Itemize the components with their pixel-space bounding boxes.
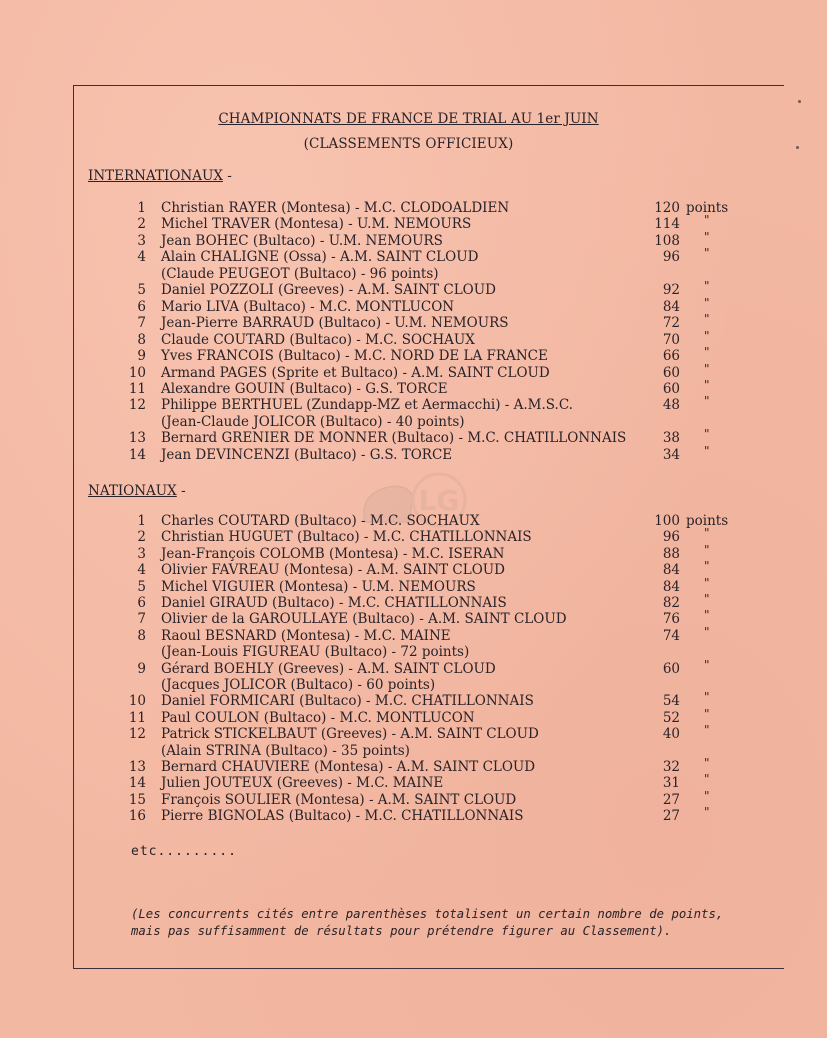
section-heading-internationaux: INTERNATIONAUX - (88, 168, 232, 184)
row-unit: " (704, 723, 710, 738)
row-rank: 2 (137, 529, 146, 546)
row-unit: " (704, 312, 710, 327)
row-rank: 1 (137, 513, 146, 529)
row-rank: 1 (137, 200, 146, 216)
row-name: Alexandre GOUIN (Bultaco) - G.S. TORCE (161, 380, 448, 397)
row-name: Armand PAGES (Sprite et Bultaco) - A.M. SAINT CLOUD (161, 364, 550, 381)
row-points: 88 (662, 545, 680, 562)
table-row (0, 377, 827, 397)
row-name: Bernard GRENIER DE MONNER (Bultaco) - M.C. CHATILLONNAIS (161, 430, 627, 447)
row-name: Mario LIVA (Bultaco) - M.C. MONTLUCON (161, 298, 455, 315)
row-rank: 7 (137, 611, 146, 628)
row-rank: 4 (137, 249, 146, 266)
row-name: Bernard CHAUVIERE (Montesa) - A.M. SAINT CLOUD (161, 759, 536, 775)
row-name: Jean-François COLOMB (Montesa) - M.C. ISERAN (161, 545, 505, 562)
row-points: 92 (662, 282, 680, 299)
row-rank: 13 (128, 430, 146, 447)
table-row (0, 394, 827, 414)
row-unit: " (704, 690, 710, 705)
row-unit: " (704, 657, 710, 672)
table-row (0, 644, 827, 660)
row-name: Daniel POZZOLI (Greeves) - A.M. SAINT CLOUD (161, 282, 496, 299)
row-rank: 13 (128, 759, 146, 775)
row-unit: " (704, 443, 710, 458)
row-name: Jean-Pierre BARRAUD (Bultaco) - U.M. NEMOURS (161, 315, 509, 332)
row-unit: " (704, 279, 710, 294)
table-row (0, 542, 827, 562)
table-row (0, 559, 827, 579)
row-rank: 2 (137, 216, 146, 233)
row-rank: 10 (128, 693, 146, 710)
row-rank: 5 (137, 282, 146, 299)
table-row (0, 513, 827, 529)
row-name: Gérard BOEHLY (Greeves) - A.M. SAINT CLOUD (161, 660, 496, 677)
row-name: Raoul BESNARD (Montesa) - M.C. MAINE (161, 627, 451, 644)
table-row (0, 624, 827, 644)
row-name: Yves FRANCOIS (Bultaco) - M.C. NORD DE LA FRANCE (161, 348, 548, 365)
row-points: 66 (662, 348, 680, 365)
table-row (0, 723, 827, 743)
row-points: 100 (654, 513, 680, 529)
document-subtitle: (CLASSEMENTS OFFICIEUX) (303, 136, 514, 152)
row-unit: points (686, 513, 729, 529)
row-name: Olivier de la GAROULLAYE (Bultaco) - A.M. SAINT CLOUD (161, 611, 567, 628)
table-row (0, 229, 827, 249)
row-name: Olivier FAVREAU (Montesa) - A.M. SAINT CLOUD (161, 562, 505, 579)
row-name: (Jacques JOLICOR (Bultaco) - 60 points) (161, 677, 436, 693)
row-rank: 7 (137, 315, 146, 332)
row-points: 60 (662, 364, 680, 381)
row-name: François SOULIER (Montesa) - A.M. SAINT CLOUD (161, 791, 517, 808)
row-name: Michel VIGUIER (Montesa) - U.M. NEMOURS (161, 578, 476, 595)
row-name: (Claude PEUGEOT (Bultaco) - 96 points) (161, 265, 439, 282)
row-points: 82 (662, 595, 680, 611)
row-unit: " (704, 592, 710, 606)
row-name: Daniel GIRAUD (Bultaco) - M.C. CHATILLONNAIS (161, 595, 507, 611)
row-points: 114 (654, 216, 680, 233)
row-unit: " (704, 772, 710, 787)
row-name: Jean DEVINCENZI (Bultaco) - G.S. TORCE (161, 446, 453, 463)
row-name: (Jean-Louis FIGUREAU (Bultaco) - 72 points) (161, 644, 470, 661)
row-unit: points (686, 200, 729, 216)
row-name: Claude COUTARD (Bultaco) - M.C. SOCHAUX (161, 331, 475, 348)
row-rank: 3 (137, 232, 146, 249)
row-points: 60 (662, 660, 680, 677)
row-rank: 12 (128, 726, 146, 743)
row-unit: " (704, 246, 710, 261)
table-row (0, 592, 827, 611)
row-unit: " (704, 542, 710, 557)
table-row (0, 677, 827, 693)
row-points: 31 (662, 775, 680, 792)
row-rank: 6 (137, 298, 146, 315)
table-row (0, 788, 827, 808)
row-name: Paul COULON (Bultaco) - M.C. MONTLUCON (161, 709, 475, 726)
row-unit: " (704, 295, 710, 310)
row-points: 34 (662, 446, 680, 463)
row-name: Daniel FORMICARI (Bultaco) - M.C. CHATILLONNAIS (161, 693, 534, 710)
row-unit: " (704, 756, 710, 770)
row-rank: 8 (137, 331, 146, 348)
section-heading-nationaux: NATIONAUX - (88, 483, 186, 499)
paper-speck (798, 100, 801, 103)
table-row (0, 312, 827, 332)
row-rank: 14 (128, 775, 146, 792)
row-unit: " (704, 559, 710, 574)
footnote: (Les concurrents cités entre parenthèses totalisent un certain nombre de points, mais pas suffisamment de résultats pour prétendre figurer au Classement). (131, 907, 724, 938)
table-row (0, 706, 827, 726)
row-points: 84 (662, 298, 680, 315)
row-unit: " (704, 805, 710, 820)
row-rank: 4 (137, 562, 146, 579)
watermark-text: LG (418, 484, 460, 517)
row-points: 84 (662, 562, 680, 579)
row-unit: " (704, 394, 710, 409)
row-unit: " (704, 526, 710, 541)
row-name: Christian HUGUET (Bultaco) - M.C. CHATILLONNAIS (161, 529, 532, 546)
table-row (0, 213, 827, 233)
table-row (0, 246, 827, 266)
row-unit: " (704, 624, 710, 639)
row-rank: 11 (128, 709, 146, 726)
row-name: Julien JOUTEUX (Greeves) - M.C. MAINE (161, 775, 444, 792)
table-row (0, 295, 827, 315)
row-name: Charles COUTARD (Bultaco) - M.C. SOCHAUX (161, 513, 480, 529)
row-name: Patrick STICKELBAUT (Greeves) - A.M. SAINT CLOUD (161, 726, 539, 743)
table-row (0, 328, 827, 348)
row-points: 54 (662, 693, 680, 710)
row-points: 48 (662, 397, 680, 414)
row-unit: " (704, 377, 710, 392)
document-title: CHAMPIONNATS DE FRANCE DE TRIAL AU 1er JUIN (218, 111, 599, 127)
row-unit: " (704, 788, 710, 803)
row-rank: 3 (137, 545, 146, 562)
row-name: Alain CHALIGNE (Ossa) - A.M. SAINT CLOUD (161, 249, 479, 266)
row-points: 72 (662, 315, 680, 332)
table-row (0, 345, 827, 365)
table-row (0, 200, 827, 216)
table-row (0, 743, 827, 759)
row-name: Philippe BERTHUEL (Zundapp-MZ et Aermacchi) - A.M.S.C. (161, 397, 573, 414)
table-row (0, 690, 827, 710)
row-points: 27 (662, 808, 680, 825)
row-unit: " (704, 229, 710, 244)
row-rank: 15 (128, 791, 146, 808)
row-unit: " (704, 608, 710, 623)
row-points: 32 (662, 759, 680, 775)
row-rank: 9 (137, 660, 146, 677)
row-points: 84 (662, 578, 680, 595)
row-unit: " (704, 706, 710, 721)
table-row (0, 526, 827, 546)
row-points: 120 (654, 200, 680, 216)
row-unit: " (704, 345, 710, 360)
row-points: 40 (662, 726, 680, 743)
table-row (0, 427, 827, 447)
table-row (0, 805, 827, 825)
row-rank: 5 (137, 578, 146, 595)
row-name: Christian RAYER (Montesa) - M.C. CLODOALDIEN (161, 200, 510, 216)
row-points: 60 (662, 380, 680, 397)
row-name: Jean BOHEC (Bultaco) - U.M. NEMOURS (161, 232, 443, 249)
row-unit: " (704, 213, 710, 228)
row-rank: 8 (137, 627, 146, 644)
row-name: (Alain STRINA (Bultaco) - 35 points) (161, 742, 410, 759)
row-unit: " (704, 361, 710, 376)
row-points: 96 (662, 529, 680, 546)
row-points: 38 (662, 430, 680, 447)
row-name: Michel TRAVER (Montesa) - U.M. NEMOURS (161, 216, 472, 233)
row-rank: 6 (137, 595, 146, 611)
table-row (0, 414, 827, 430)
table-row (0, 443, 827, 463)
row-rank: 12 (128, 397, 146, 414)
row-rank: 9 (137, 348, 146, 365)
table-row (0, 756, 827, 775)
table-row (0, 361, 827, 381)
table-row (0, 279, 827, 299)
row-points: 52 (662, 709, 680, 726)
row-points: 74 (662, 627, 680, 644)
row-points: 96 (662, 249, 680, 266)
table-row (0, 266, 827, 282)
row-rank: 11 (128, 380, 146, 397)
table-row (0, 608, 827, 628)
table-row (0, 772, 827, 792)
row-name: Pierre BIGNOLAS (Bultaco) - M.C. CHATILLONNAIS (161, 808, 524, 825)
row-unit: " (704, 328, 710, 343)
row-rank: 14 (128, 446, 146, 463)
table-row (0, 657, 827, 677)
etc-text: etc......... (131, 844, 237, 859)
row-points: 76 (662, 611, 680, 628)
row-rank: 10 (128, 364, 146, 381)
row-name: (Jean-Claude JOLICOR (Bultaco) - 40 points) (161, 413, 465, 430)
row-unit: " (704, 575, 710, 590)
table-row (0, 575, 827, 595)
row-points: 70 (662, 331, 680, 348)
row-rank: 16 (128, 808, 146, 825)
row-points: 27 (662, 791, 680, 808)
row-unit: " (704, 427, 710, 442)
row-points: 108 (654, 232, 680, 249)
